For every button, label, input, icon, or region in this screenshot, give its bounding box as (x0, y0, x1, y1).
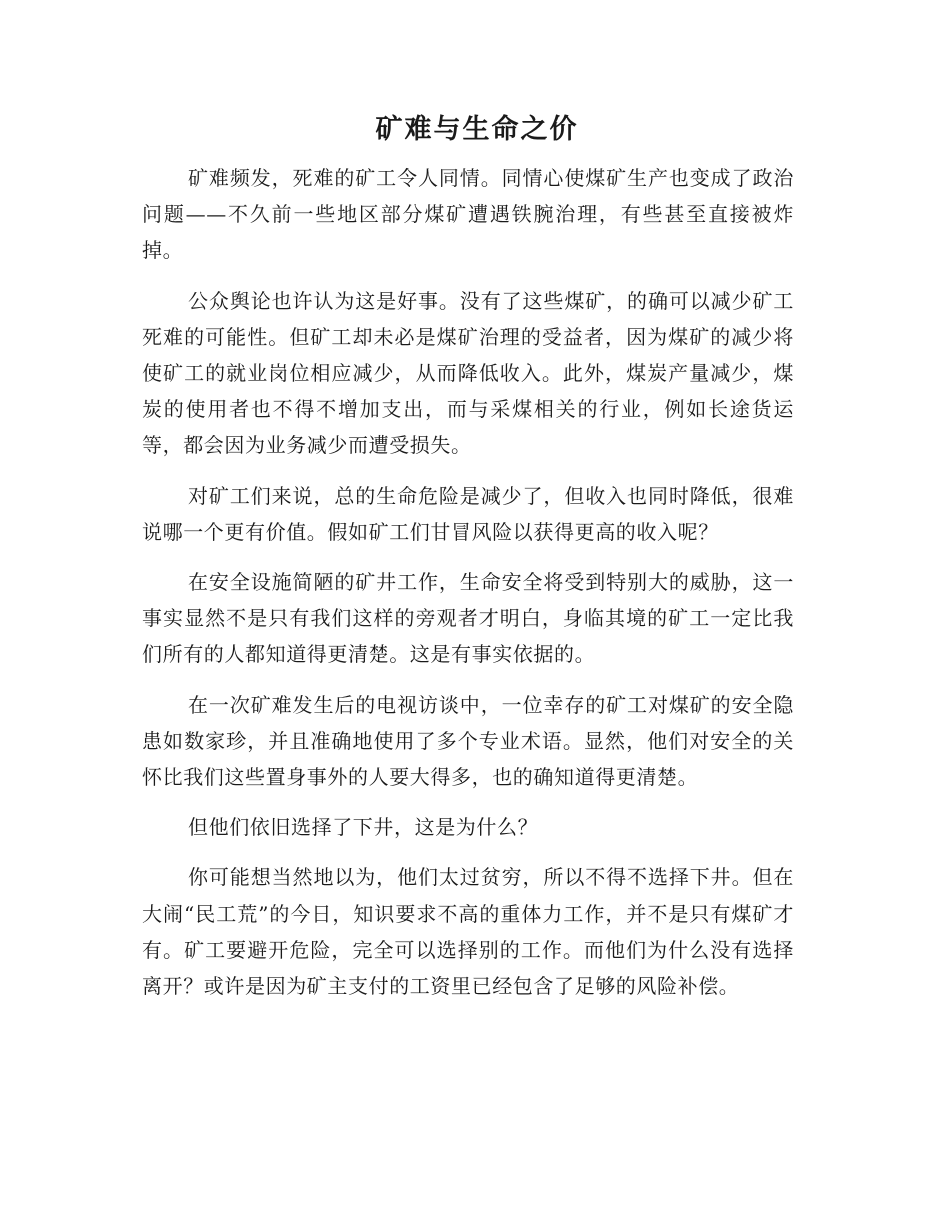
paragraph-3: 对矿工们来说，总的生命危险是减少了，但收入也同时降低，很难说哪一个更有价值。假如矿工们甘冒风险以获得更高的收入呢？ (142, 483, 794, 544)
paragraph-1: 矿难频发，死难的矿工令人同情。同情心使煤矿生产也变成了政治问题——不久前一些地区部分煤矿遭遇铁腕治理，有些甚至直接被炸掉。 (142, 166, 794, 263)
paragraph-2: 公众舆论也许认为这是好事。没有了这些煤矿，的确可以减少矿工死难的可能性。但矿工却未必是煤矿治理的受益者，因为煤矿的减少将使矿工的就业岗位相应减少，从而降低收入。此外，煤炭产量减少，煤炭的使用者也不得不增加支出，而与采煤相关的行业，例如长途货运等，都会因为业务减少而遭受损失。 (142, 288, 794, 458)
document-page (142, 100, 794, 1018)
paragraph-6: 但他们依旧选择了下井，这是为什么？ (188, 815, 539, 840)
paragraph-5: 在一次矿难发生后的电视访谈中，一位幸存的矿工对煤矿的安全隐患如数家珍，并且准确地使用了多个专业术语。显然，他们对安全的关怀比我们这些置身事外的人要大得多，也的确知道得更清楚。 (142, 692, 794, 790)
paragraph-4: 在安全设施简陋的矿井工作，生命安全将受到特别大的威胁，这一事实显然不是只有我们这样的旁观者才明白，身临其境的矿工一定比我们所有的人都知道得更清楚。这是有事实依据的。 (142, 570, 794, 667)
paragraph-7: 你可能想当然地以为，他们太过贫穷，所以不得不选择下井。但在大闹“民工荒”的今日，知识要求不高的重体力工作，并不是只有煤矿才有。矿工要避开危险，完全可以选择别的工作。而他们为什么没有选择离开？或许是因为矿主支付的工资里已经包含了足够的风险补偿。 (142, 865, 794, 999)
document-title: 矿难与生命之价 (375, 114, 579, 145)
